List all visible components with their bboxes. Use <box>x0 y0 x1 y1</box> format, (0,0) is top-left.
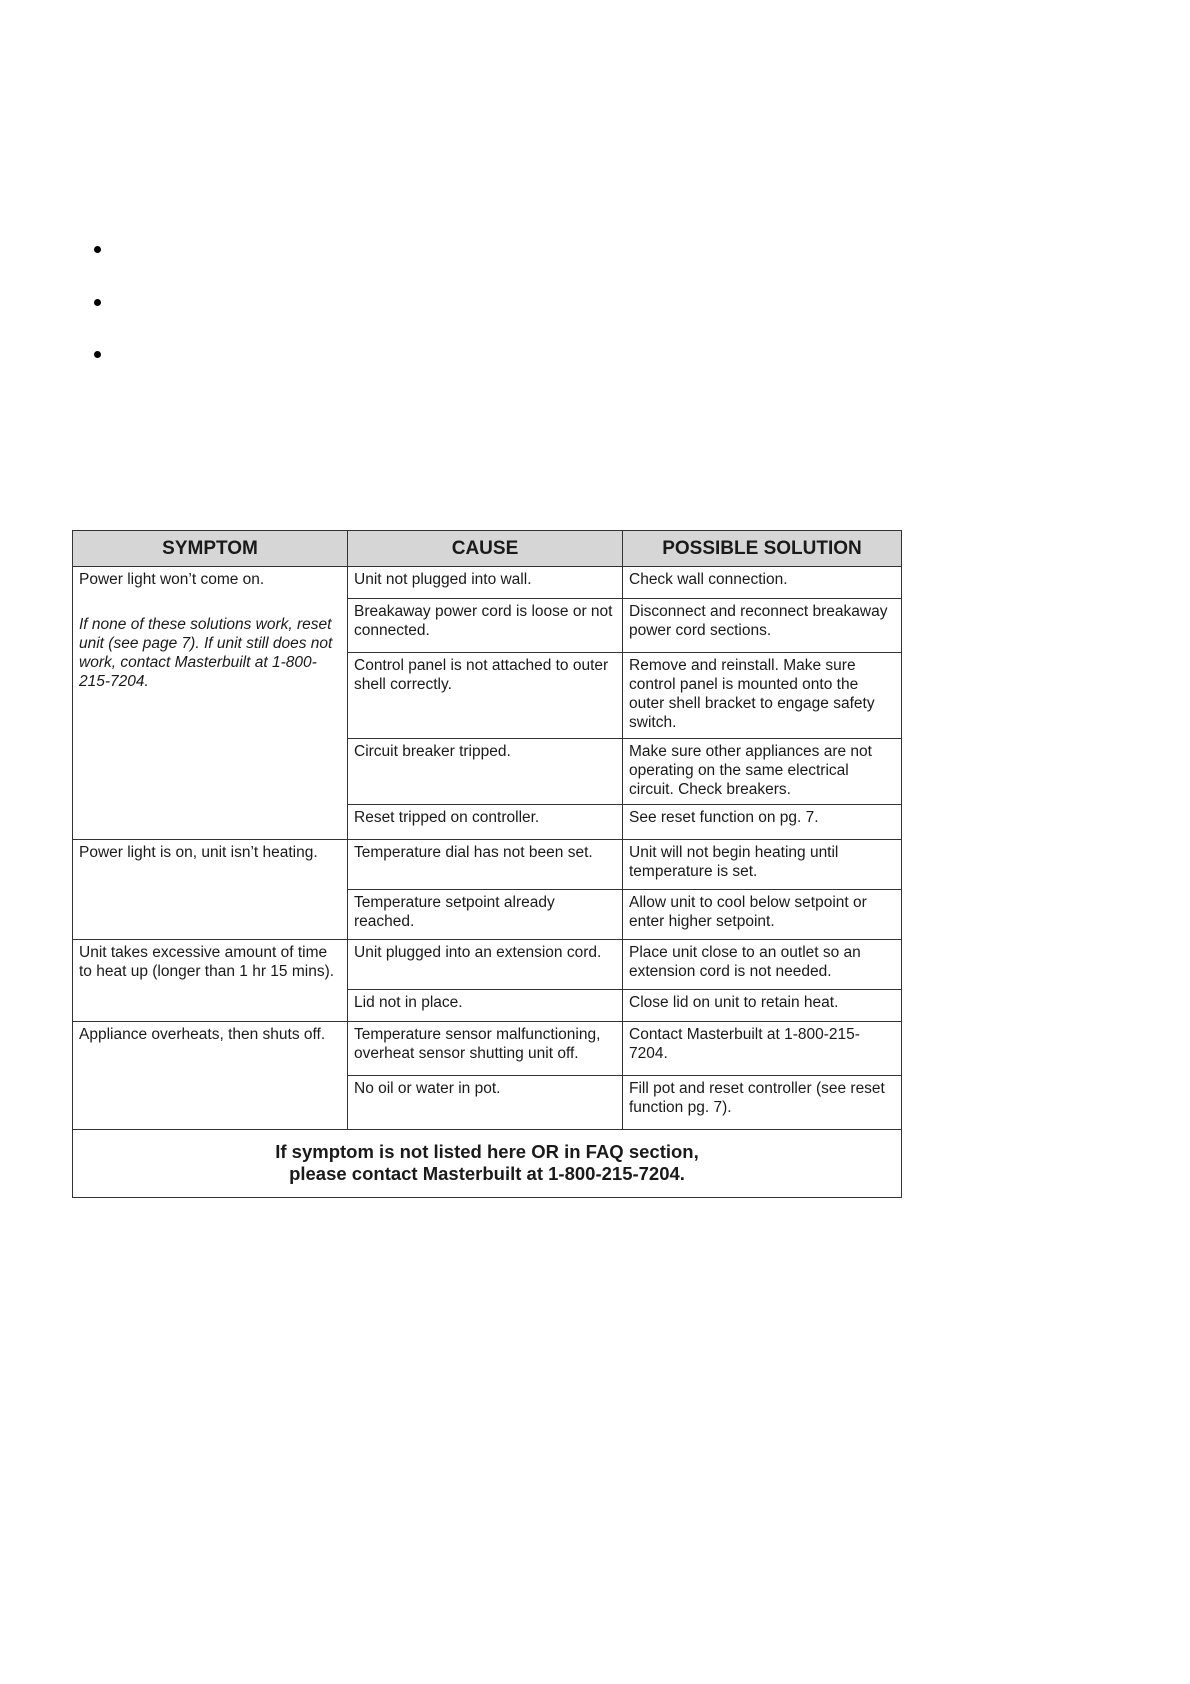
table-footer-row <box>73 1130 902 1198</box>
symptom-text: Appliance overheats, then shuts off. <box>79 1026 326 1043</box>
cause-cell: Circuit breaker tripped. <box>348 739 623 805</box>
header-solution: POSSIBLE SOLUTION <box>623 531 902 567</box>
cause-cell: Temperature setpoint already reached. <box>348 890 623 940</box>
cause-cell: Unit not plugged into wall. <box>348 567 623 599</box>
bullet-marker <box>94 299 101 306</box>
cause-cell: Temperature dial has not been set. <box>348 840 623 890</box>
symptom-text: Unit takes excessive amount of time to heat up (longer than 1 hr 15 mins). <box>79 944 335 980</box>
cause-cell: Control panel is not attached to outer shell correctly. <box>348 653 623 739</box>
solution-cell: Check wall connection. <box>623 567 902 599</box>
footer-line-2: please contact Masterbuilt at 1-800-215-7204. <box>289 1163 685 1184</box>
cause-cell: Temperature sensor malfunctioning, overheat sensor shutting unit off. <box>348 1022 623 1076</box>
symptom-cell <box>73 840 348 940</box>
footer-line-1: If symptom is not listed here OR in FAQ section, <box>275 1141 699 1162</box>
solution-cell: Unit will not begin heating until temperature is set. <box>623 840 902 890</box>
symptom-text: Power light won’t come on. <box>79 571 265 588</box>
table-row <box>73 840 902 890</box>
symptom-cell <box>73 1022 348 1130</box>
cause-cell: No oil or water in pot. <box>348 1076 623 1130</box>
solution-cell: Close lid on unit to retain heat. <box>623 990 902 1022</box>
table-row <box>73 940 902 990</box>
bullet-marker <box>94 351 101 358</box>
bullet-marker <box>94 246 101 253</box>
cause-cell: Breakaway power cord is loose or not connected. <box>348 599 623 653</box>
symptom-text: Power light is on, unit isn’t heating. <box>79 844 318 861</box>
symptom-cell <box>73 567 348 840</box>
symptom-note: If none of these solutions work, reset unit (see page 7). If unit still does not work, contact Masterbuilt at 1-800-215-7204. <box>79 616 333 690</box>
solution-cell: Allow unit to cool below setpoint or enter higher setpoint. <box>623 890 902 940</box>
troubleshooting-table <box>72 530 902 1198</box>
table-row <box>73 1022 902 1076</box>
cause-cell: Unit plugged into an extension cord. <box>348 940 623 990</box>
solution-cell: Make sure other appliances are not operating on the same electrical circuit. Check breakers. <box>623 739 902 805</box>
footer-cell <box>73 1130 902 1198</box>
cause-cell: Lid not in place. <box>348 990 623 1022</box>
solution-cell: Place unit close to an outlet so an extension cord is not needed. <box>623 940 902 990</box>
table-row <box>73 567 902 599</box>
solution-cell: Remove and reinstall. Make sure control panel is mounted onto the outer shell bracket to engage safety switch. <box>623 653 902 739</box>
table-header-row <box>73 531 902 567</box>
header-cause: CAUSE <box>348 531 623 567</box>
solution-cell: Fill pot and reset controller (see reset function pg. 7). <box>623 1076 902 1130</box>
solution-cell: See reset function on pg. 7. <box>623 805 902 840</box>
header-symptom: SYMPTOM <box>73 531 348 567</box>
cause-cell: Reset tripped on controller. <box>348 805 623 840</box>
solution-cell: Disconnect and reconnect breakaway power cord sections. <box>623 599 902 653</box>
symptom-cell <box>73 940 348 1022</box>
solution-cell: Contact Masterbuilt at 1-800-215-7204. <box>623 1022 902 1076</box>
